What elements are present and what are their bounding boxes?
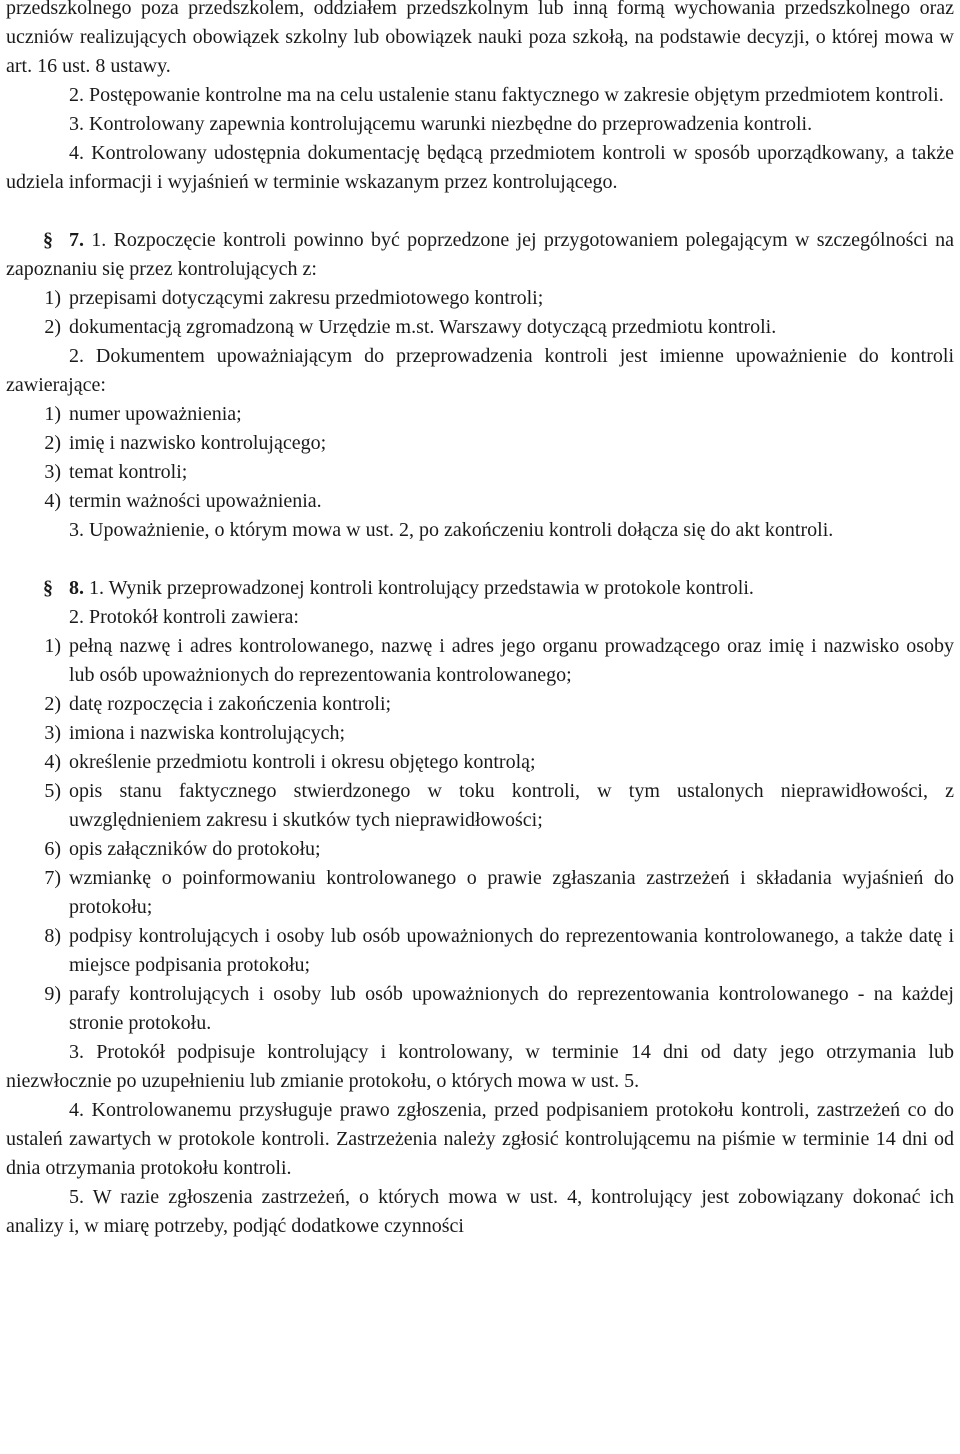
paragraph-ust-4: 4. Kontrolowany udostępnia dokumentację będącą przedmiotem kontroli w sposób uporządkowany, a także udziela informacji i wyjaśnień w terminie wskazanym przez kontrolującego.: [6, 142, 954, 193]
list-item-text: parafy kontrolujących i osoby lub osób upoważnionych do reprezentowania kontrolowanego - na każdej stronie protokołu.: [69, 983, 954, 1034]
list-item-text: podpisy kontrolujących i osoby lub osób upoważnionych do reprezentowania kontrolowanego, a także datę i miejsce podpisania protokołu;: [69, 925, 954, 976]
list-item: [6, 284, 954, 313]
section-7-ust-2: 2. Dokumentem upoważniającym do przeprowadzenia kontroli jest imienne upoważnienie do kontroli zawierające:: [6, 345, 954, 396]
list-item-number: 8): [44, 925, 61, 947]
list-item: [6, 719, 954, 748]
section-7-ust-1-text: 1. Rozpoczęcie kontroli powinno być poprzedzone jej przygotowaniem polegającym w szczególności na zapoznaniu się przez kontrolujących z:: [6, 229, 954, 280]
list-item-number: 7): [44, 867, 61, 889]
list-item-text: pełną nazwę i adres kontrolowanego, nazwę i adres jego organu prowadzącego oraz imię i nazwisko osoby lub osób upoważnionych do reprezentowania kontrolowanego;: [69, 635, 954, 686]
list-item: [6, 777, 954, 835]
list-item: [6, 632, 954, 690]
list-item-text: wzmiankę o poinformowaniu kontrolowanego o prawie zgłaszania zastrzeżeń i składania wyjaśnień do protokołu;: [69, 867, 954, 918]
list-item-text: termin ważności upoważnienia.: [69, 490, 322, 512]
section-7-list-2: [6, 400, 954, 516]
section-8-ust-5: 5. W razie zgłoszenia zastrzeżeń, o których mowa w ust. 4, kontrolujący jest zobowiązany dokonać ich analizy i, w miarę potrzeby, podjąć dodatkowe czynności: [6, 1186, 954, 1237]
section-8-ust-2: 2. Protokół kontroli zawiera:: [69, 606, 299, 628]
list-item-text: imiona i nazwiska kontrolujących;: [69, 722, 346, 744]
list-item: [6, 922, 954, 980]
list-item-number: 4): [44, 490, 61, 512]
list-item-number: 4): [44, 751, 61, 773]
section-7-ust-3: 3. Upoważnienie, o którym mowa w ust. 2, po zakończeniu kontroli dołącza się do akt kontroli.: [69, 519, 834, 541]
paragraph-continuation: przedszkolnego poza przedszkolem, oddziałem przedszkolnym lub inną formą wychowania przedszkolnego oraz uczniów realizujących obowiązek szkolny lub obowiązek nauki poza szkołą, na podstawie decyzji, o której mowa w art. 16 ust. 8 ustawy.: [6, 0, 954, 77]
list-item-text: imię i nazwisko kontrolującego;: [69, 432, 327, 454]
list-item-text: dokumentacją zgromadzoną w Urzędzie m.st. Warszawy dotyczącą przedmiotu kontroli.: [69, 316, 777, 338]
list-item-number: 2): [44, 316, 61, 338]
list-item-number: 1): [44, 287, 61, 309]
section-sign: §: [43, 229, 53, 251]
list-item: [6, 458, 954, 487]
list-item-number: 6): [44, 838, 61, 860]
section-7-list-1: [6, 284, 954, 342]
section-7-ust-1: [6, 226, 954, 284]
list-item: [6, 835, 954, 864]
section-sign: §: [43, 577, 53, 599]
list-item-number: 3): [44, 722, 61, 744]
section-8-list: [6, 632, 954, 1038]
section-8-number: 8.: [69, 577, 84, 599]
list-item: [6, 748, 954, 777]
list-item-text: temat kontroli;: [69, 461, 188, 483]
section-8-ust-3: 3. Protokół podpisuje kontrolujący i kontrolowany, w terminie 14 dni od daty jego otrzymania lub niezwłocznie po uzupełnieniu lub zmianie protokołu, o których mowa w ust. 5.: [6, 1041, 954, 1092]
list-item-number: 3): [44, 461, 61, 483]
list-item-text: numer upoważnienia;: [69, 403, 242, 425]
section-8-ust-1-text: 1. Wynik przeprowadzonej kontroli kontrolujący przedstawia w protokole kontroli.: [89, 577, 754, 599]
paragraph-ust-2: 2. Postępowanie kontrolne ma na celu ustalenie stanu faktycznego w zakresie objętym przedmiotem kontroli.: [69, 84, 944, 106]
section-8-ust-4: 4. Kontrolowanemu przysługuje prawo zgłoszenia, przed podpisaniem protokołu kontroli, zastrzeżeń co do ustaleń zawartych w protokole kontroli. Zastrzeżenia należy zgłosić kontrolującemu na piśmie w terminie 14 dni od dnia otrzymania protokołu kontroli.: [6, 1099, 954, 1179]
list-item-number: 5): [44, 780, 61, 802]
list-item: [6, 487, 954, 516]
list-item: [6, 429, 954, 458]
list-item-number: 1): [44, 403, 61, 425]
list-item-number: 9): [44, 983, 61, 1005]
list-item: [6, 313, 954, 342]
list-item: [6, 690, 954, 719]
list-item-number: 2): [44, 432, 61, 454]
list-item-number: 1): [44, 635, 61, 657]
list-item-text: datę rozpoczęcia i zakończenia kontroli;: [69, 693, 392, 715]
section-7-number: 7.: [69, 229, 84, 251]
list-item-number: 2): [44, 693, 61, 715]
list-item: [6, 864, 954, 922]
list-item-text: opis załączników do protokołu;: [69, 838, 321, 860]
section-8-ust-1: [6, 574, 954, 603]
document-page: [6, 0, 954, 1241]
list-item-text: przepisami dotyczącymi zakresu przedmiotowego kontroli;: [69, 287, 544, 309]
list-item-text: opis stanu faktycznego stwierdzonego w toku kontroli, w tym ustalonych nieprawidłowości, z uwzględnieniem zakresu i skutków tych nieprawidłowości;: [69, 780, 954, 831]
list-item-text: określenie przedmiotu kontroli i okresu objętego kontrolą;: [69, 751, 536, 773]
list-item: [6, 980, 954, 1038]
paragraph-ust-3: 3. Kontrolowany zapewnia kontrolującemu warunki niezbędne do przeprowadzenia kontroli.: [69, 113, 813, 135]
list-item: [6, 400, 954, 429]
